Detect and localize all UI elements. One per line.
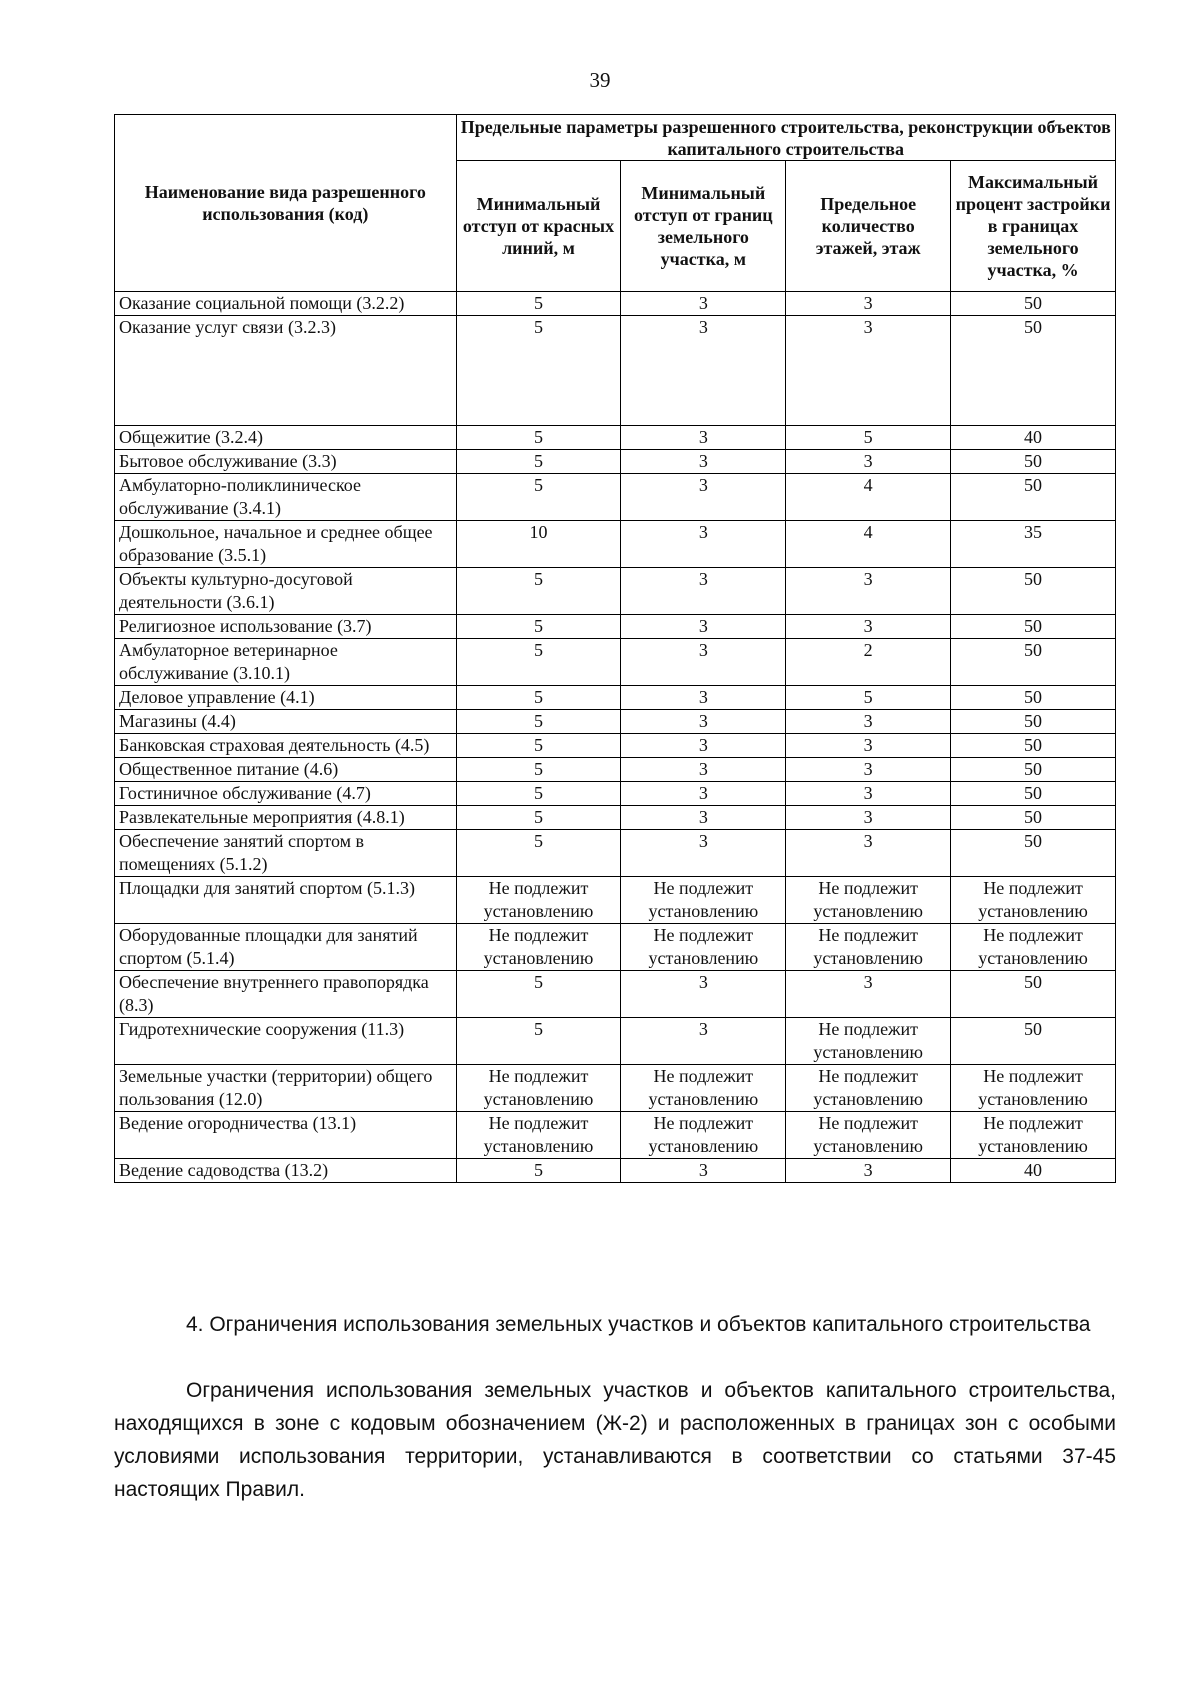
row-value-3: 3: [786, 615, 951, 639]
row-value-1: 5: [456, 806, 621, 830]
row-use-name: Амбулаторное ветеринарное обслуживание (3.10.1): [115, 639, 457, 686]
row-value-2: 3: [621, 615, 786, 639]
section-heading-text: 4. Ограничения использования земельных участков и объектов капитального строительства: [186, 1313, 1091, 1336]
row-value-4: 50: [951, 686, 1116, 710]
row-value-1: Не подлежит установлению: [456, 1065, 621, 1112]
row-use-name: Бытовое обслуживание (3.3): [115, 450, 457, 474]
row-value-4: 35: [951, 521, 1116, 568]
row-value-4: Не подлежит установлению: [951, 924, 1116, 971]
row-value-4: 40: [951, 426, 1116, 450]
row-value-3: 3: [786, 782, 951, 806]
row-value-3: 3: [786, 450, 951, 474]
row-value-2: 3: [621, 568, 786, 615]
row-use-name: Гостиничное обслуживание (4.7): [115, 782, 457, 806]
row-value-2: 3: [621, 710, 786, 734]
row-value-2: 3: [621, 830, 786, 877]
table-row: [115, 758, 1116, 782]
row-value-1: 10: [456, 521, 621, 568]
row-value-3: 3: [786, 1159, 951, 1183]
row-value-3: 3: [786, 292, 951, 316]
row-value-4: 50: [951, 568, 1116, 615]
row-value-4: Не подлежит установлению: [951, 1065, 1116, 1112]
table-row: [115, 1018, 1116, 1065]
row-value-4: 40: [951, 1159, 1116, 1183]
row-value-2: 3: [621, 521, 786, 568]
row-value-2: 3: [621, 1018, 786, 1065]
row-value-1: 5: [456, 782, 621, 806]
table-row: [115, 1159, 1116, 1183]
row-use-name: Обеспечение занятий спортом в помещениях (5.1.2): [115, 830, 457, 877]
table-row: [115, 971, 1116, 1018]
row-value-4: Не подлежит установлению: [951, 877, 1116, 924]
table-row: [115, 830, 1116, 877]
row-value-1: 5: [456, 734, 621, 758]
row-value-4: 50: [951, 971, 1116, 1018]
row-value-4: 50: [951, 758, 1116, 782]
row-value-1: 5: [456, 639, 621, 686]
row-value-4: 50: [951, 734, 1116, 758]
table-row: [115, 877, 1116, 924]
row-use-name: Ведение огородничества (13.1): [115, 1112, 457, 1159]
table-row: [115, 710, 1116, 734]
row-value-3: Не подлежит установлению: [786, 1112, 951, 1159]
row-use-name: Гидротехнические сооружения (11.3): [115, 1018, 457, 1065]
row-value-3: Не подлежит установлению: [786, 924, 951, 971]
row-use-name: Развлекательные мероприятия (4.8.1): [115, 806, 457, 830]
row-value-1: 5: [456, 450, 621, 474]
row-value-2: 3: [621, 782, 786, 806]
row-value-4: 50: [951, 474, 1116, 521]
header-col-floors: Предельное количество этажей, этаж: [786, 161, 951, 292]
header-col-red-lines: Минимальный отступ от красных линий, м: [456, 161, 621, 292]
row-value-1: Не подлежит установлению: [456, 924, 621, 971]
row-value-2: 3: [621, 450, 786, 474]
row-value-3: 4: [786, 474, 951, 521]
row-value-2: 3: [621, 1159, 786, 1183]
row-value-1: 5: [456, 686, 621, 710]
row-use-name: Земельные участки (территории) общего пользования (12.0): [115, 1065, 457, 1112]
row-value-3: 3: [786, 830, 951, 877]
table-row: [115, 426, 1116, 450]
row-value-4: 50: [951, 615, 1116, 639]
row-value-2: 3: [621, 806, 786, 830]
row-value-4: 50: [951, 806, 1116, 830]
row-use-name: Магазины (4.4): [115, 710, 457, 734]
table-body: [115, 292, 1116, 1183]
table-row: [115, 316, 1116, 426]
row-use-name: Ведение садоводства (13.2): [115, 1159, 457, 1183]
row-value-2: 3: [621, 426, 786, 450]
header-name-column: Наименование вида разрешенного использования (код): [115, 115, 457, 292]
row-value-3: 5: [786, 426, 951, 450]
row-value-4: 50: [951, 450, 1116, 474]
table-row: [115, 806, 1116, 830]
row-value-1: 5: [456, 1018, 621, 1065]
row-value-2: 3: [621, 686, 786, 710]
row-value-2: 3: [621, 639, 786, 686]
row-value-3: Не подлежит установлению: [786, 1018, 951, 1065]
section-heading: [114, 1308, 1116, 1341]
row-use-name: Амбулаторно-поликлиническое обслуживание (3.4.1): [115, 474, 457, 521]
row-value-3: Не подлежит установлению: [786, 877, 951, 924]
row-value-4: Не подлежит установлению: [951, 1112, 1116, 1159]
row-value-4: 50: [951, 316, 1116, 426]
section-paragraph: [114, 1374, 1116, 1506]
row-value-1: 5: [456, 316, 621, 426]
row-value-1: 5: [456, 710, 621, 734]
table-row: [115, 782, 1116, 806]
row-value-3: 2: [786, 639, 951, 686]
row-value-2: Не подлежит установлению: [621, 924, 786, 971]
header-group-title: Предельные параметры разрешенного строительства, реконструкции объектов капитального строительства: [456, 115, 1115, 161]
row-value-1: 5: [456, 758, 621, 782]
table-row: [115, 474, 1116, 521]
table-row: [115, 521, 1116, 568]
row-use-name: Оказание социальной помощи (3.2.2): [115, 292, 457, 316]
row-value-4: 50: [951, 830, 1116, 877]
row-value-2: 3: [621, 292, 786, 316]
table-row: [115, 292, 1116, 316]
row-use-name: Религиозное использование (3.7): [115, 615, 457, 639]
row-value-1: 5: [456, 830, 621, 877]
row-value-2: 3: [621, 734, 786, 758]
row-use-name: Банковская страховая деятельность (4.5): [115, 734, 457, 758]
row-value-1: 5: [456, 474, 621, 521]
row-use-name: Оказание услуг связи (3.2.3): [115, 316, 457, 426]
row-value-2: 3: [621, 474, 786, 521]
row-value-1: Не подлежит установлению: [456, 877, 621, 924]
parameters-table: [114, 114, 1116, 1183]
table-row: [115, 639, 1116, 686]
row-use-name: Оборудованные площадки для занятий спортом (5.1.4): [115, 924, 457, 971]
row-value-1: 5: [456, 292, 621, 316]
row-use-name: Площадки для занятий спортом (5.1.3): [115, 877, 457, 924]
row-value-3: 3: [786, 710, 951, 734]
row-use-name: Деловое управление (4.1): [115, 686, 457, 710]
section-paragraph-text: Ограничения использования земельных участков и объектов капитального строительства, находящихся в зоне с кодовым обозначением (Ж-2) и расположенных в границах зон с особыми условиями использования территории, устанавливаются в соответствии со статьями 37-45 настоящих Правил.: [114, 1379, 1116, 1501]
page-number: 39: [589, 68, 611, 92]
table-row: [115, 734, 1116, 758]
row-value-2: Не подлежит установлению: [621, 877, 786, 924]
row-use-name: Общественное питание (4.6): [115, 758, 457, 782]
row-use-name: Дошкольное, начальное и среднее общее образование (3.5.1): [115, 521, 457, 568]
table-row: [115, 568, 1116, 615]
row-value-3: 3: [786, 568, 951, 615]
row-value-3: 5: [786, 686, 951, 710]
table-row: [115, 450, 1116, 474]
row-value-1: Не подлежит установлению: [456, 1112, 621, 1159]
table-row: [115, 686, 1116, 710]
row-value-3: 3: [786, 971, 951, 1018]
row-value-3: 3: [786, 734, 951, 758]
row-value-2: 3: [621, 971, 786, 1018]
row-value-2: Не подлежит установлению: [621, 1065, 786, 1112]
table-row: [115, 1065, 1116, 1112]
row-value-1: 5: [456, 568, 621, 615]
row-value-4: 50: [951, 1018, 1116, 1065]
row-value-2: 3: [621, 316, 786, 426]
row-value-1: 5: [456, 1159, 621, 1183]
table-row: [115, 924, 1116, 971]
row-value-1: 5: [456, 426, 621, 450]
row-value-2: 3: [621, 758, 786, 782]
row-value-4: 50: [951, 782, 1116, 806]
table-row: [115, 1112, 1116, 1159]
row-use-name: Общежитие (3.2.4): [115, 426, 457, 450]
header-col-coverage: Максимальный процент застройки в границах земельного участка, %: [951, 161, 1116, 292]
row-value-3: 3: [786, 316, 951, 426]
row-value-3: 3: [786, 758, 951, 782]
header-col-plot-boundaries: Минимальный отступ от границ земельного участка, м: [621, 161, 786, 292]
row-use-name: Объекты культурно-досуговой деятельности (3.6.1): [115, 568, 457, 615]
row-value-4: 50: [951, 292, 1116, 316]
row-value-3: 3: [786, 806, 951, 830]
row-use-name: Обеспечение внутреннего правопорядка (8.3): [115, 971, 457, 1018]
row-value-3: 4: [786, 521, 951, 568]
row-value-4: 50: [951, 710, 1116, 734]
row-value-2: Не подлежит установлению: [621, 1112, 786, 1159]
row-value-3: Не подлежит установлению: [786, 1065, 951, 1112]
row-value-1: 5: [456, 615, 621, 639]
table-row: [115, 615, 1116, 639]
row-value-1: 5: [456, 971, 621, 1018]
row-value-4: 50: [951, 639, 1116, 686]
